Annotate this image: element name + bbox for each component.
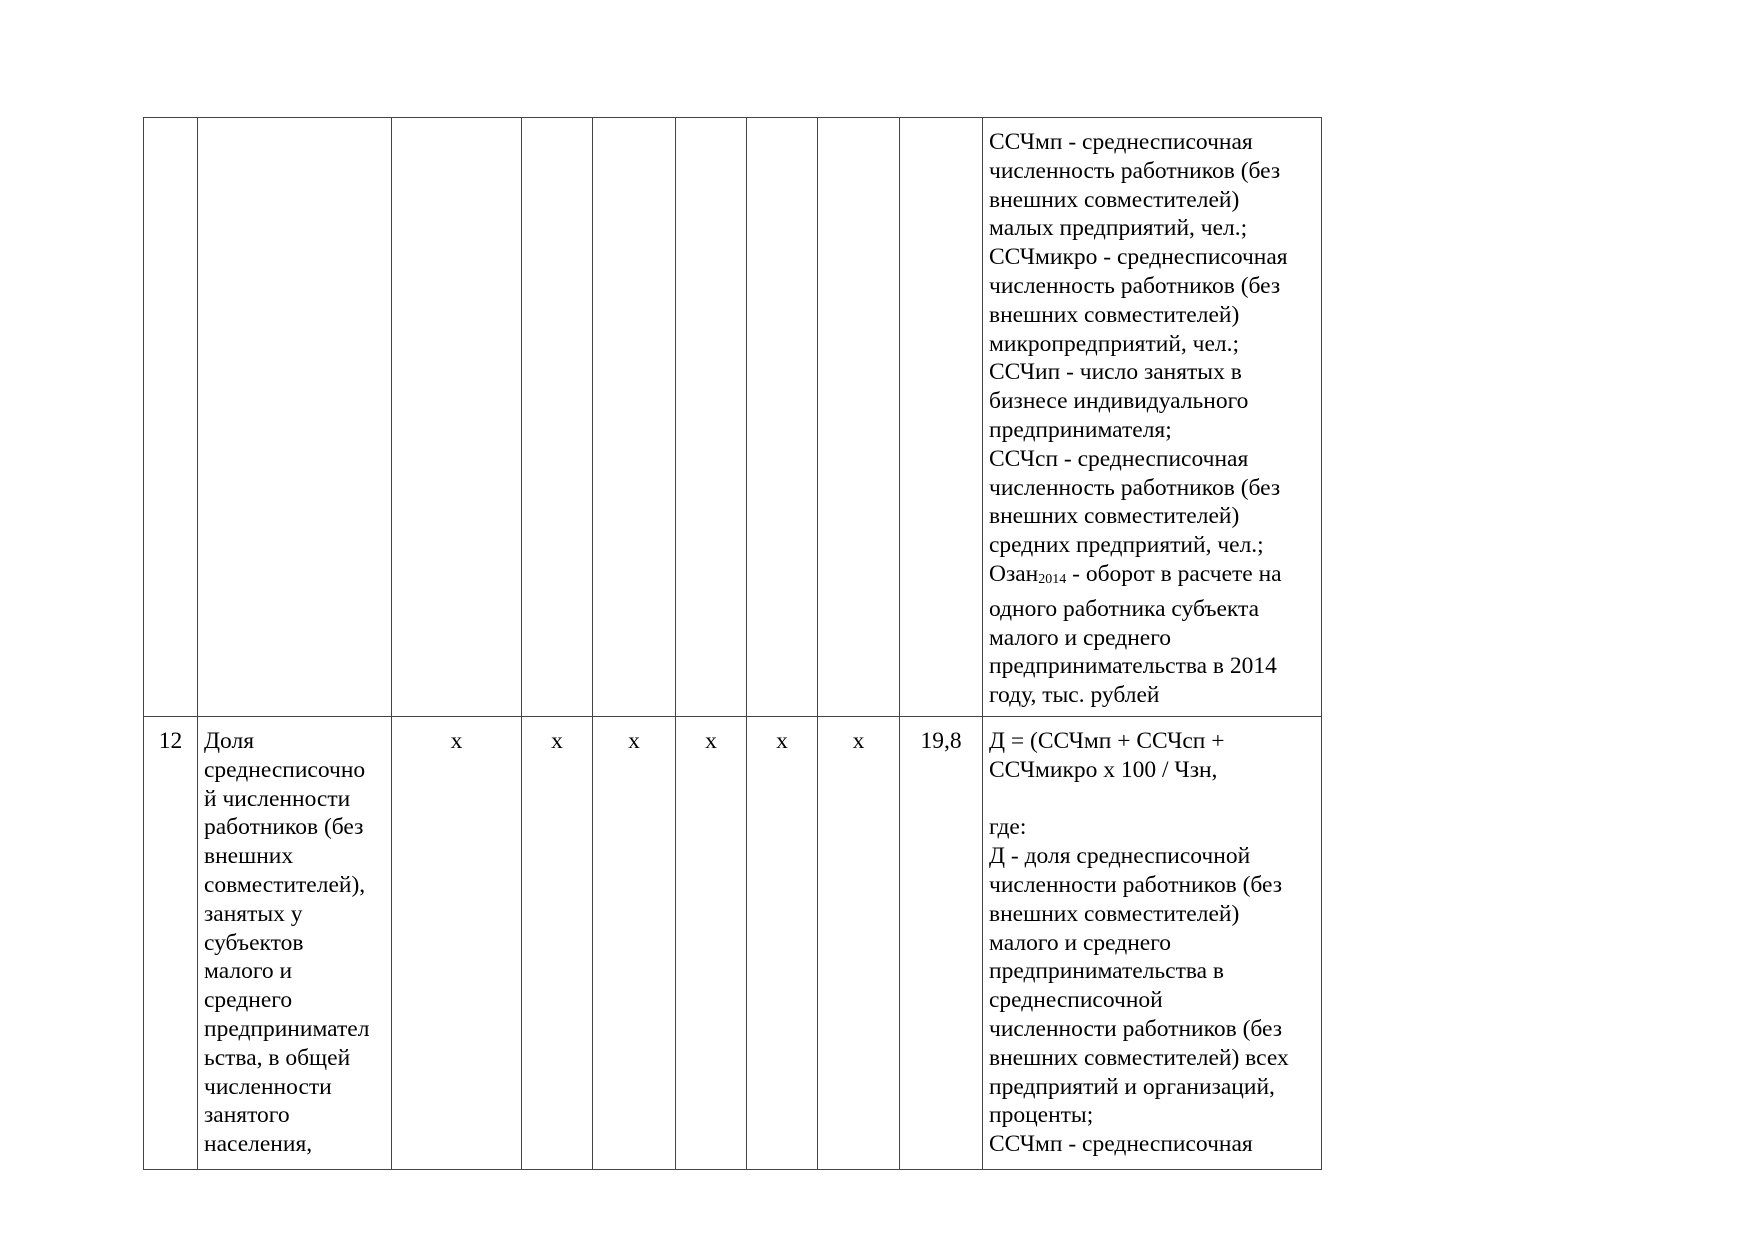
value-cell — [593, 118, 676, 717]
value-cell: х — [747, 717, 818, 1170]
row-number — [144, 118, 198, 717]
formula-text: ССЧмп - среднесписочная численность работников (без внешних совместителей) малых предприятий, чел.; ССЧмикро - среднесписочная численность работников (без внешних совместителей) микропредприятий, чел.; ССЧип - число занятых в бизнесе индивидуального предпринимателя; ССЧсп - среднесписочная численность работников (без внешних совместителей) средних предприятий, чел.; — [989, 129, 1288, 559]
value-cell — [818, 118, 900, 717]
target-value: 19,8 — [900, 717, 983, 1170]
formula-oz-sub: 2014 — [1038, 571, 1067, 587]
value-cell: х — [522, 717, 593, 1170]
table-row — [144, 118, 1322, 717]
table-row — [144, 717, 1322, 1170]
indicator-name: Доля среднесписочно й численности работников (без внешних совместителей), занятых у субъектов малого и среднего предпринимател ьства, в общей численности занятого населения, — [198, 717, 392, 1170]
formula-description: Д = (ССЧмп + ССЧсп + ССЧмикро х 100 / Чзн, где: Д - доля среднесписочной численности работников (без внешних совместителей) малого и среднего предпринимательства в среднесписочной численности работников (без внешних совместителей) всех предприятий и организаций, проценты; ССЧмп - среднесписочная — [983, 717, 1322, 1170]
formula-oz-prefix: Озан — [989, 560, 1039, 587]
value-cell — [522, 118, 593, 717]
value-cell — [747, 118, 818, 717]
value-cell: х — [676, 717, 747, 1170]
value-cell — [392, 118, 522, 717]
target-value — [900, 118, 983, 717]
indicators-table — [143, 117, 1322, 1170]
value-cell — [676, 118, 747, 717]
value-cell: х — [593, 717, 676, 1170]
indicator-name — [198, 118, 392, 717]
formula-description — [983, 118, 1322, 717]
value-cell: х — [392, 717, 522, 1170]
row-number: 12 — [144, 717, 198, 1170]
formula-oz-rest: - оборот в расчете на одного работника субъекта малого и среднего предпринимательства в 2014 году, тыс. рублей — [989, 560, 1282, 709]
value-cell: х — [818, 717, 900, 1170]
